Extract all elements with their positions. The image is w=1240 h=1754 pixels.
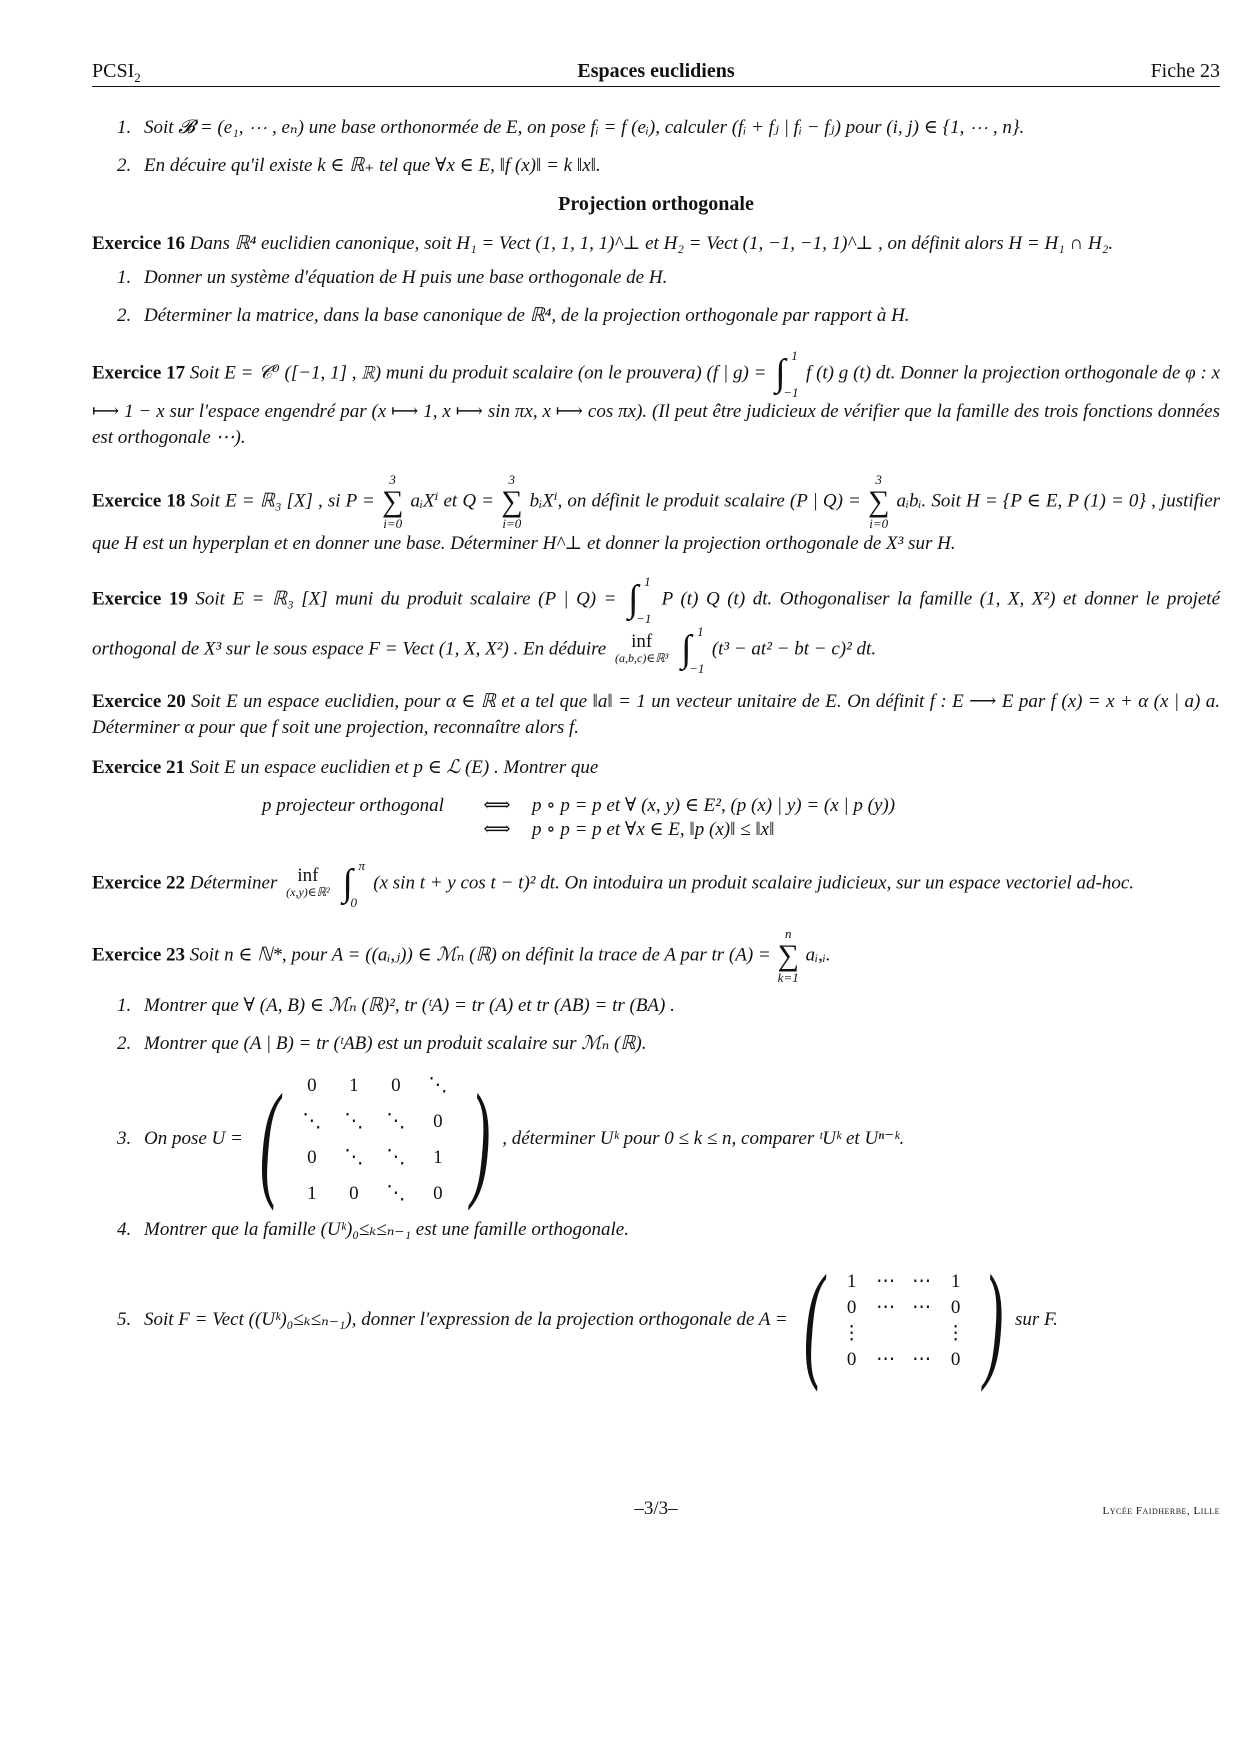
matrix-cell: ⋯: [876, 1296, 896, 1318]
exercise-16: [92, 231, 1220, 257]
matrix-cell: 0: [433, 1182, 443, 1204]
exercise-label: Exercice 16: [92, 233, 186, 254]
list-item: 2. En décuire qu'il existe k ∈ ℝ₊ tel que ∀x ∈ E, ‖f (x)‖ = k ‖x‖.: [117, 155, 601, 176]
exercise-17: Exercice 17 Soit E = 𝒞⁰ ([−1, 1] , ℝ) muni du produit scalaire (on le prouvera) (f | g) = ∫ 1 −1 f (t) g (t) dt. Donner la projection orthogonale de φ : x ⟼ 1 − x sur l'espace engendré par (x ⟼ 1, x ⟼ sin πx, x ⟼ cos πx). (Il peut être judicieux de vérifier que la famille des trois fonctions données est orthogonale ⋯).: [92, 348, 1221, 448]
sum-sign: 3 ∑ i=0: [501, 472, 523, 531]
matrix-cell: 0: [433, 1110, 443, 1132]
exercise-label: Exercice 20: [92, 691, 186, 712]
exercise-label: Exercice 19: [92, 588, 188, 610]
matrix-cell: 1: [349, 1074, 359, 1096]
exercise-label: Exercice 18: [92, 490, 186, 512]
list-item: 1. Donner un système d'équation de H puis une base orthogonale de H.: [117, 267, 668, 288]
list-item: 2. Déterminer la matrice, dans la base canonique de ℝ⁴, de la projection orthogonale par rapport à H.: [117, 305, 910, 326]
matrix-cell: 0: [307, 1074, 317, 1096]
integral-sign: ∫ 1 −1: [775, 348, 799, 400]
matrix-cell: ⋱: [344, 1146, 364, 1168]
matrix-cell: 0: [846, 1348, 857, 1370]
matrix-cell: ⋱: [386, 1182, 406, 1204]
matrix-cell: ⋯: [876, 1270, 896, 1292]
list-item: 3. On pose U = ( 0 1 0 ⋱ ⋱ ⋱ ⋱ 0 0 ⋱ ⋱ 1 1 0 ⋱ 0 ) , déterminer Uᵏ pour 0 ≤ k ≤ n, comparer ᵗUᵏ et Uⁿ⁻ᵏ.: [117, 1067, 905, 1212]
header-sheet: Fiche 23: [1150, 60, 1220, 82]
exercise-label: Exercice 23: [92, 944, 186, 966]
matrix-cell: ⋯: [876, 1348, 896, 1370]
header-class: $PCSI_2$: [92, 60, 141, 85]
sum-sign: n ∑ k=1: [777, 926, 799, 985]
inf-operator: inf (a,b,c)∈ℝ³: [615, 631, 669, 665]
matrix-cell: ⋮: [842, 1322, 862, 1344]
matrix-A: ( 1 ⋯ ⋯ 1 0 ⋯ ⋯ 0 ⋮ ⋮ 0 ⋯ ⋯ 0 ): [804, 1248, 1004, 1393]
matrix-cell: ⋱: [428, 1074, 448, 1096]
integral-sign: ∫ 1 −1: [681, 624, 705, 676]
sum-sign: 3 ∑ i=0: [867, 472, 890, 531]
header-title: Espaces euclidiens: [577, 60, 735, 82]
exercise-22: Exercice 22 Déterminer inf (x,y)∈ℝ² ∫ π 0 (x sin t + y cos t − t)² dt. On intoduira un produit scalaire judicieux, sur un espace vectoriel ad-hoc.: [92, 858, 1135, 910]
list-item: 1. Soit 𝓑 = (e₁, ⋯ , eₙ) une base orthonormée de E, on pose fᵢ = f (eᵢ), calculer (fᵢ + fⱼ | fᵢ − fⱼ) pour (i, j) ∈ {1, ⋯ , n}.: [117, 117, 1025, 138]
matrix-cell: ⋮: [946, 1322, 966, 1344]
matrix-cell: 1: [846, 1270, 857, 1292]
matrix-cell: [904, 1322, 940, 1346]
matrix-cell: 0: [349, 1182, 359, 1204]
inf-operator: inf (x,y)∈ℝ²: [286, 865, 330, 899]
matrix-cell: 1: [433, 1146, 443, 1168]
document-page: [92, 58, 1221, 1519]
integral-sign: ∫ π 0: [342, 858, 366, 910]
matrix-cell: ⋱: [344, 1110, 364, 1132]
exercise-16-list: [92, 265, 1220, 329]
matrix-cell: ⋯: [912, 1348, 932, 1370]
matrix-cell: 0: [307, 1146, 317, 1168]
list-item: 2. Montrer que (A | B) = tr (ᵗAB) est un produit scalaire sur ℳₙ (ℝ).: [117, 1033, 647, 1054]
matrix-cell: 1: [950, 1270, 961, 1292]
matrix-cell: ⋱: [386, 1110, 406, 1132]
school-name: Lycée Faidherbe, Lille: [1102, 1505, 1220, 1517]
exercise-label: Exercice 22: [92, 872, 186, 894]
integral-sign: ∫ 1 −1: [628, 574, 652, 626]
exercise-23: Exercice 23 Soit n ∈ ℕ*, pour A = ((aᵢ,ⱼ)) ∈ ℳₙ (ℝ) on définit la trace de A par tr (A) = n ∑ k=1 aᵢ,ᵢ.: [92, 926, 831, 985]
page-header: [92, 58, 1220, 87]
matrix-cell: 0: [391, 1074, 401, 1096]
section-title: Projection orthogonale: [558, 193, 754, 215]
matrix-cell: 0: [950, 1296, 961, 1318]
intro-list: [92, 115, 1220, 179]
exercise-23-list: [92, 993, 1220, 1393]
list-item: 5. Soit F = Vect ((Uᵏ)₀≤ₖ≤ₙ₋₁), donner l'expression de la projection orthogonale de A = ( 1 ⋯ ⋯ 1 0 ⋯ ⋯ 0 ⋮ ⋮ 0 ⋯ ⋯ 0 ) sur F.: [117, 1248, 1058, 1393]
sum-sign: 3 ∑ i=0: [381, 472, 404, 531]
exercise-label: Exercice 21: [92, 757, 186, 778]
exercise-18: Exercice 18 Soit E = ℝ₃ [X] , si P = 3 ∑ i=0 aᵢXⁱ et Q = 3 ∑ i=0 bᵢXⁱ, on définit le produit scalaire (P | Q) = 3 ∑ i=0 aᵢbᵢ. Soit H = {P ∈ E, P (1) = 0} , justifier que H est un hyperplan et en donner une base. Déterminer H^⊥ et donner la projection orthogonale de X³ sur H.: [92, 472, 1221, 554]
matrix-cell: 1: [307, 1182, 317, 1204]
page-number: –3/3–: [634, 1498, 678, 1519]
matrix-cell: 0: [950, 1348, 961, 1370]
matrix-U: ( 0 1 0 ⋱ ⋱ ⋱ ⋱ 0 0 ⋱ ⋱ 1 1 0 ⋱ 0 ): [259, 1067, 491, 1212]
exercise-19: Exercice 19 Soit E = ℝ₃ [X] muni du produit scalaire (P | Q) = ∫ 1 −1 P (t) Q (t) dt. Othogonaliser la famille (1, X, X²) et donner le projeté orthogonal de X³ sur le sous espace F = Vect (1, X, X²) . En déduire inf (a,b,c)∈ℝ³ ∫ 1 −1 (t³ − at² − bt − c)² dt.: [92, 574, 1221, 676]
matrix-cell: ⋯: [912, 1270, 932, 1292]
matrix-cell: [868, 1322, 904, 1346]
matrix-cell: ⋱: [386, 1146, 406, 1168]
exercise-20: Exercice 20 Soit E un espace euclidien, pour α ∈ ℝ et a tel que ‖a‖ = 1 un vecteur unitaire de E. On définit f : E ⟶ E par f (x) = x + α (x | a) a. Déterminer α pour que f soit une projection, reconnaître alors f.: [92, 691, 1221, 738]
equivalence-block: p projecteur orthogonal ⟺ p ∘ p = p et ∀ (x, y) ∈ E², (p (x) | y) = (x | p (y)) ⟺ p ∘ p = p et ∀x ∈ E, ‖p (x)‖ ≤ ‖x‖: [262, 795, 896, 840]
matrix-cell: ⋯: [912, 1296, 932, 1318]
exercise-label: Exercice 17: [92, 362, 186, 384]
list-item: 1. Montrer que ∀ (A, B) ∈ ℳₙ (ℝ)², tr (ᵗA) = tr (A) et tr (AB) = tr (BA) .: [117, 995, 675, 1016]
matrix-cell: ⋱: [302, 1110, 322, 1132]
exercise-21: Exercice 21 Soit E un espace euclidien et p ∈ ℒ (E) . Montrer que: [92, 757, 599, 778]
list-item: 4. Montrer que la famille (Uᵏ)₀≤ₖ≤ₙ₋₁ est une famille orthogonale.: [117, 1219, 629, 1240]
matrix-cell: 0: [846, 1296, 857, 1318]
exercise-text: Dans ℝ⁴ euclidien canonique, soit H₁ = Vect (1, 1, 1, 1)^⊥ et H₂ = Vect (1, −1, −1, 1)^⊥ , on définit alors H = H₁ ∩ H₂.: [189, 233, 1114, 254]
